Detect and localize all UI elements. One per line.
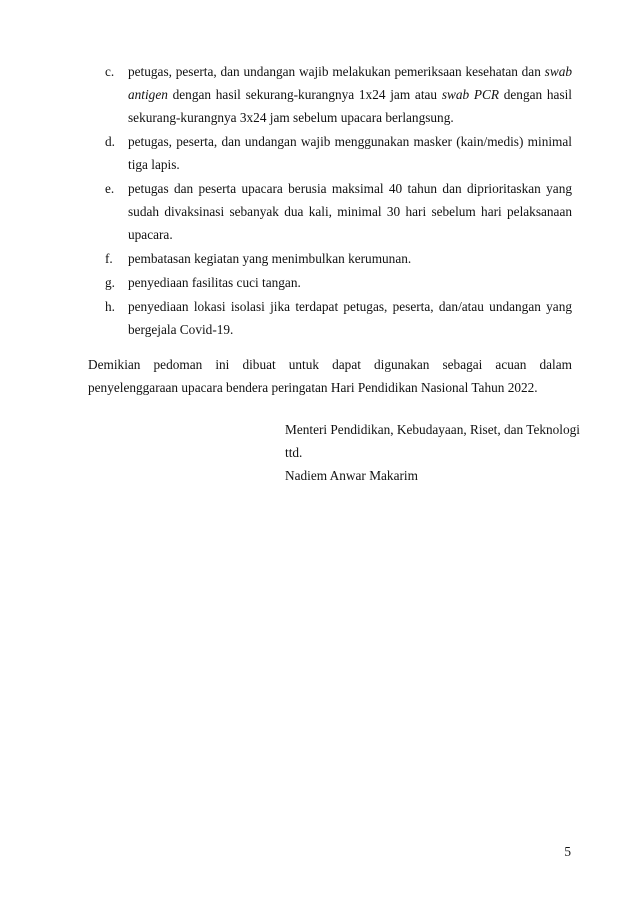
text-segment: petugas, peserta, dan undangan wajib menggunakan masker (kain/medis) minimal tiga lapis.	[128, 134, 572, 172]
list-item-marker: g.	[105, 275, 115, 290]
text-segment: petugas dan peserta upacara berusia maksimal 40 tahun dan diprioritaskan yang sudah divaksinasi sebanyak dua kali, minimal 30 hari sebelum hari pelaksanaan upacara.	[128, 181, 572, 242]
list-item	[88, 295, 572, 341]
list-item	[88, 247, 572, 270]
text-segment: pembatasan kegiatan yang menimbulkan kerumunan.	[128, 251, 412, 266]
list-item	[88, 60, 572, 129]
italic-term: swab antigen	[128, 64, 572, 102]
list-item-text	[128, 271, 572, 294]
text-segment: dengan hasil sekurang-kurangnya 3x24 jam sebelum upacara berlangsung.	[128, 87, 573, 125]
list-item	[88, 177, 572, 246]
text-segment: penyediaan fasilitas cuci tangan.	[128, 275, 301, 290]
list-item-text	[128, 177, 572, 246]
italic-term: swab PCR	[441, 87, 500, 102]
text-segment: dengan hasil sekurang-kurangnya 1x24 jam atau	[167, 87, 442, 102]
list-item-marker: c.	[105, 64, 115, 79]
text-segment: penyediaan lokasi isolasi jika terdapat petugas, peserta, dan/atau undangan yang bergejala Covid-19.	[128, 299, 572, 337]
list-item	[88, 271, 572, 294]
list-item-text	[128, 130, 572, 176]
signatory-title: Menteri Pendidikan, Kebudayaan, Riset, dan Teknologi	[285, 422, 580, 437]
list-item-text	[128, 247, 572, 270]
text-segment: petugas, peserta, dan undangan wajib melakukan pemeriksaan kesehatan dan	[128, 64, 545, 79]
list-item	[88, 130, 572, 176]
list-item-marker: d.	[105, 134, 115, 149]
list-item-text	[128, 60, 572, 129]
list-item-marker: f.	[105, 251, 113, 266]
requirements-list	[88, 60, 572, 342]
list-item-marker: h.	[105, 299, 115, 314]
closing-paragraph: Demikian pedoman ini dibuat untuk dapat digunakan sebagai acuan dalam penyelenggaraan upacara bendera peringatan Hari Pendidikan Nasional Tahun 2022.	[88, 357, 572, 395]
signature-ttd: ttd.	[285, 445, 303, 460]
signature-block	[285, 418, 585, 487]
page-number: 5	[564, 844, 571, 859]
list-item-marker: e.	[105, 181, 115, 196]
signatory-name: Nadiem Anwar Makarim	[285, 468, 418, 483]
list-item-text	[128, 295, 572, 341]
